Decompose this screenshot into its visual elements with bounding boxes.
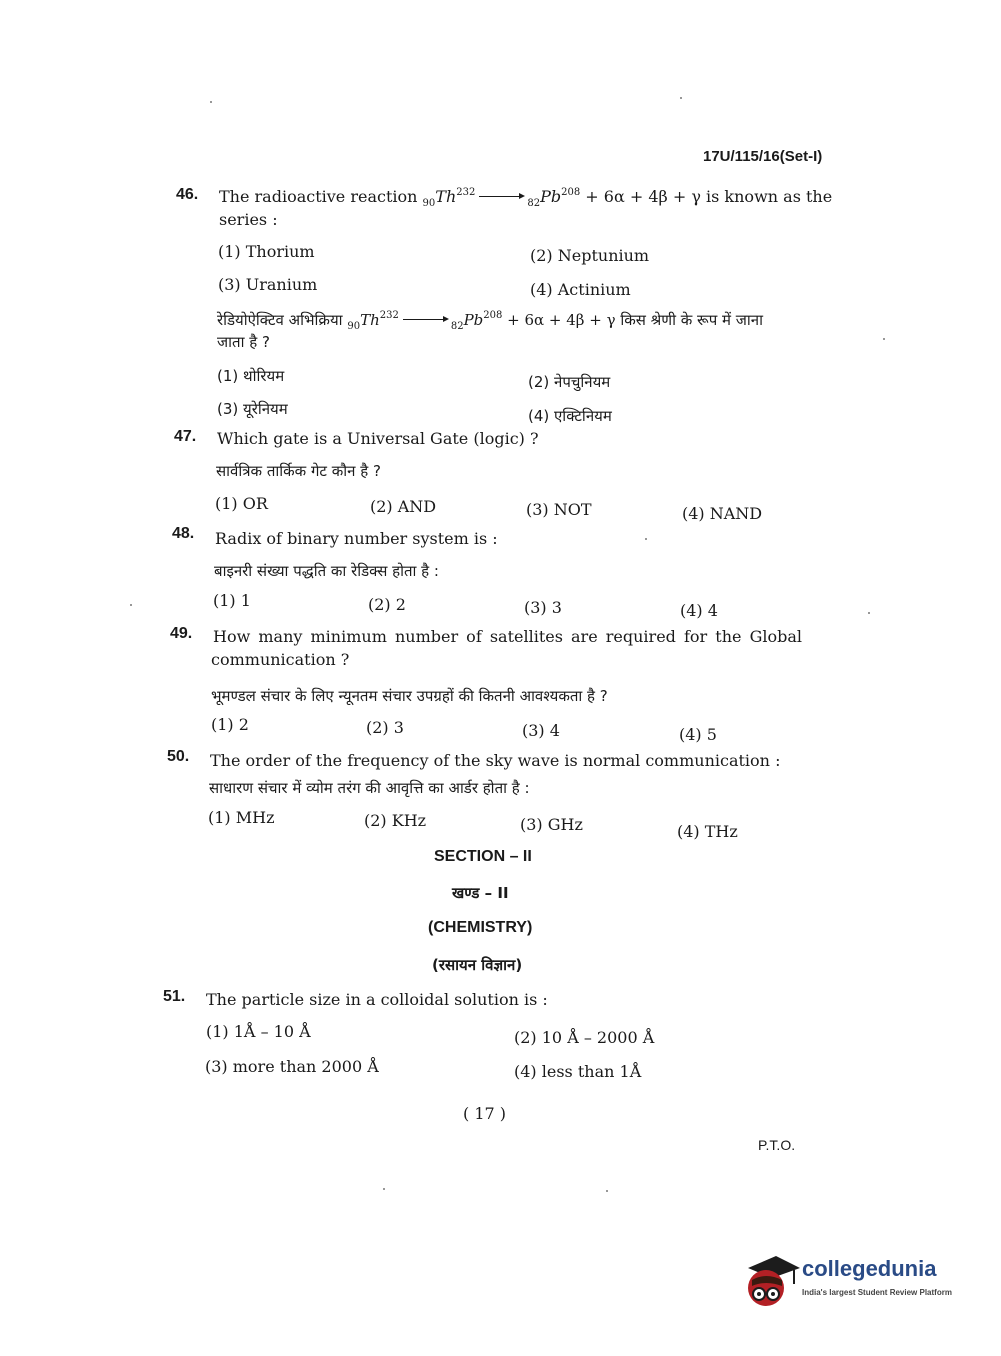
option-3: (3) 3 <box>524 598 562 617</box>
option-2: (2) 10 Å – 2000 Å <box>514 1028 655 1047</box>
option-4: (4) Actinium <box>530 280 631 299</box>
question-text-en: The order of the frequency of the sky wave is normal communication : <box>210 751 781 770</box>
question-text-hi: साधारण संचार में व्योम तरंग की आवृत्ति का आर्डर होता है : <box>209 779 530 797</box>
scan-speck <box>868 612 870 614</box>
option-2-hi: (2) नेपचुनियम <box>528 373 611 391</box>
mascot-icon <box>742 1250 800 1312</box>
option-1: (1) Thorium <box>218 242 315 261</box>
scan-speck <box>383 1188 385 1190</box>
option-1: (1) 2 <box>211 715 249 734</box>
option-2: (2) AND <box>370 497 437 516</box>
option-3: (3) NOT <box>526 500 592 519</box>
scan-speck <box>130 604 132 606</box>
option-1: (1) MHz <box>208 808 275 827</box>
option-1: (1) OR <box>215 494 268 513</box>
option-4: (4) 4 <box>680 601 718 620</box>
question-number: 48. <box>172 525 195 542</box>
option-4-hi: (4) एक्टिनियम <box>528 407 612 425</box>
question-text-hi-line2: जाता है ? <box>217 333 270 351</box>
pto-label: P.T.O. <box>758 1137 796 1153</box>
option-1: (1) 1Å – 10 Å <box>206 1022 311 1041</box>
option-2: (2) 2 <box>368 595 406 614</box>
option-2: (2) KHz <box>364 811 427 830</box>
question-text-en-line2: communication ? <box>211 650 350 669</box>
option-3: (3) 4 <box>522 721 560 740</box>
option-3: (3) GHz <box>520 815 583 834</box>
option-4: (4) THz <box>677 822 738 841</box>
section-title: SECTION – II <box>434 848 532 865</box>
brand-tagline: India's largest Student Review Platform <box>802 1288 952 1297</box>
question-text-en: How many minimum number of satellites are required for the Global <box>213 627 802 646</box>
question-text-en: Which gate is a Universal Gate (logic) ? <box>217 429 539 448</box>
option-1-hi: (1) थोरियम <box>217 367 285 385</box>
option-3: (3) more than 2000 Å <box>205 1057 379 1076</box>
question-number: 47. <box>174 428 197 445</box>
option-1: (1) 1 <box>213 591 251 610</box>
question-text-en: Radix of binary number system is : <box>215 529 498 548</box>
question-text-hi: भूमण्डल संचार के लिए न्यूनतम संचार उपग्रहों की कितनी आवश्यकता है ? <box>211 687 608 705</box>
scan-speck <box>606 1190 608 1192</box>
option-3: (3) Uranium <box>218 275 318 294</box>
brand-name: collegedunia <box>802 1256 937 1281</box>
scan-speck <box>883 338 885 340</box>
question-text-hi: रेडियोऐक्टिव अभिक्रिया $_{90}Th^{232}_{82}Pb^{208} + 6\alpha + 4\beta + \gamma$ किस श्रेणी के रूप में जाना <box>217 310 763 332</box>
reaction-arrow <box>479 196 523 197</box>
scan-speck <box>645 538 647 540</box>
paper-code: 17U/115/16(Set-I) <box>703 148 823 165</box>
subject-title: (CHEMISTRY) <box>428 919 533 936</box>
question-text-en: The radioactive reaction $_{90}Th^{232}_{82}Pb^{208} + 6\alpha + 4\beta + \gamma$ is known as the <box>219 187 833 209</box>
reaction-arrow <box>403 319 447 320</box>
option-2: (2) 3 <box>366 718 404 737</box>
question-text-en: The particle size in a colloidal solution is : <box>206 990 548 1009</box>
page-number: ( 17 ) <box>463 1104 507 1123</box>
question-text-en-line2: series : <box>219 210 278 229</box>
option-4: (4) less than 1Å <box>514 1062 642 1081</box>
scan-speck <box>210 101 212 103</box>
scan-speck <box>680 97 682 99</box>
section-title-hi: खण्ड – II <box>452 884 509 902</box>
question-number: 49. <box>170 625 193 642</box>
collegedunia-logo <box>742 1250 972 1312</box>
option-4: (4) 5 <box>679 725 717 744</box>
option-4: (4) NAND <box>682 504 763 523</box>
question-number: 46. <box>176 186 199 203</box>
subject-title-hi: (रसायन विज्ञान) <box>432 956 523 974</box>
question-text-hi: बाइनरी संख्या पद्धति का रेडिक्स होता है : <box>214 562 439 580</box>
option-2: (2) Neptunium <box>530 246 650 265</box>
question-number: 50. <box>167 748 190 765</box>
question-number: 51. <box>163 988 186 1005</box>
option-3-hi: (3) यूरेनियम <box>217 400 288 418</box>
question-text-hi: सार्वत्रिक तार्किक गेट कौन है ? <box>216 462 381 480</box>
